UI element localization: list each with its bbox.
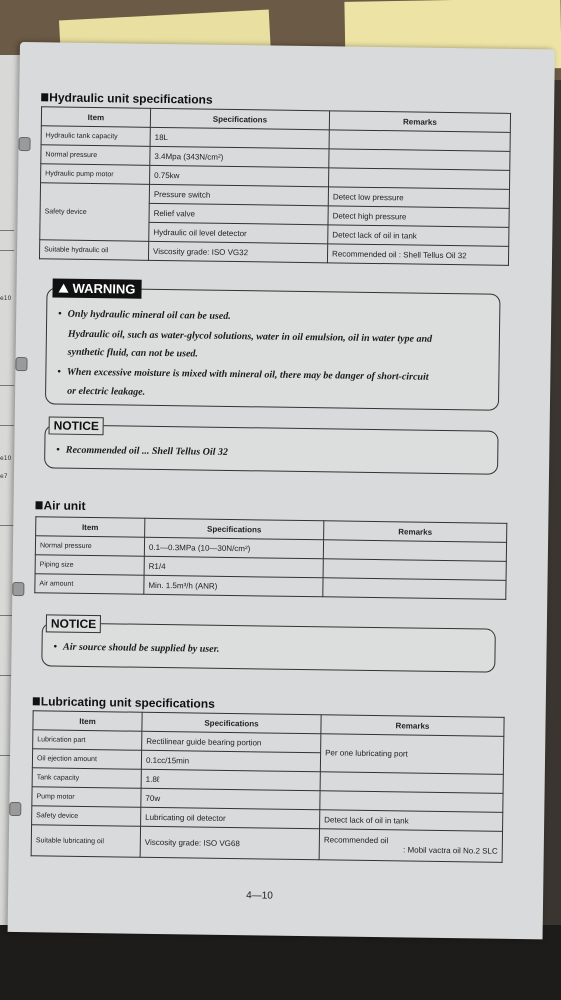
section-marker-icon [35,501,42,509]
notice-label: NOTICE [46,614,102,633]
table-row: Normal pressure 0.1—0.3MPa (10—30N/cm²) [35,536,506,562]
left-page-tab: e7 [0,473,8,480]
notice-text: • Recommended oil ... Shell Tellus Oil 32 [56,445,228,458]
warning-label: WARNING [52,278,141,298]
binder-ring [18,137,30,151]
column-header-specifications: Specifications [145,518,324,539]
column-header-item: Item [33,711,142,732]
section-marker-icon [33,697,40,705]
table-row: Suitable hydraulic oil Viscosity grade: ISO VG32 Recommended oil : Shell Tellus Oil 32 [39,240,508,266]
column-header-specifications: Specifications [150,108,329,129]
table-row: Air amount Min. 1.5m³/h (ANR) [35,574,506,600]
left-page-tab: e10 [0,295,12,302]
column-header-remarks: Remarks [321,715,504,737]
warning-line: • When excessive moisture is mixed with mineral oil, there may be danger of short-circuit [57,367,428,383]
table-row: Safety device Pressure switch Detect low pressure [40,183,509,209]
table-row: Hydraulic pump motor 0.75kw [41,164,510,190]
binder-ring [9,802,21,816]
table-row: Relief valve Detect high pressure [40,202,509,228]
remark-cell: Recommended oil : Mobil vactra oil No.2 SLC [319,829,502,863]
warning-triangle-icon [59,284,69,293]
warning-line: or electric leakage. [67,385,146,398]
air-section-title: Air unit [35,498,85,513]
binder-ring [15,357,27,371]
column-header-remarks: Remarks [329,111,510,133]
section-marker-icon [41,93,48,101]
table-row: Normal pressure 3.4Mpa (343N/cm²) [41,145,510,171]
page-number: 4—10 [246,890,273,902]
notice-label: NOTICE [49,416,105,435]
table-row: Oil ejection amount 0.1cc/15min [32,749,503,775]
table-row: Piping size R1/4 [35,555,506,581]
column-header-item: Item [41,107,150,128]
notice-text: • Air source should be supplied by user. [53,642,219,655]
table-row: Suitable lubricating oil Viscosity grade: ISO VG68 Recommended oil : Mobil vactra oil No.2 SLC [31,825,502,863]
binder-ring [12,582,24,596]
table-row: Lubrication part Rectilinear guide bearing portion Per one lubricating port [33,730,504,756]
column-header-specifications: Specifications [142,712,321,733]
hydraulic-section-title: Hydraulic unit specifications [41,90,213,106]
warning-line: • Only hydraulic mineral oil can be used. [58,309,231,322]
table-row: Hydraulic tank capacity 18L [41,126,510,152]
table-row: Pump motor 70w [32,787,503,813]
column-header-remarks: Remarks [324,521,507,543]
warning-line: Hydraulic oil, such as water-glycol solutions, water in oil emulsion, oil in water type and [67,328,433,345]
lubrication-section-title: Lubricating unit specifications [33,694,215,711]
warning-line: synthetic fluid, can not be used. [67,346,199,360]
air-spec-table [34,516,507,600]
column-header-item: Item [36,517,145,538]
table-row: Hydraulic oil level detector Detect lack of oil in tank [40,221,509,247]
left-page-tab: e10 [0,455,12,462]
lubrication-spec-table [31,710,505,863]
manual-page [8,42,555,939]
hydraulic-spec-table [39,106,511,266]
table-row: Safety device Lubricating oil detector Detect lack of oil in tank [32,806,503,832]
table-row: Tank capacity 1.8ℓ [32,768,503,794]
